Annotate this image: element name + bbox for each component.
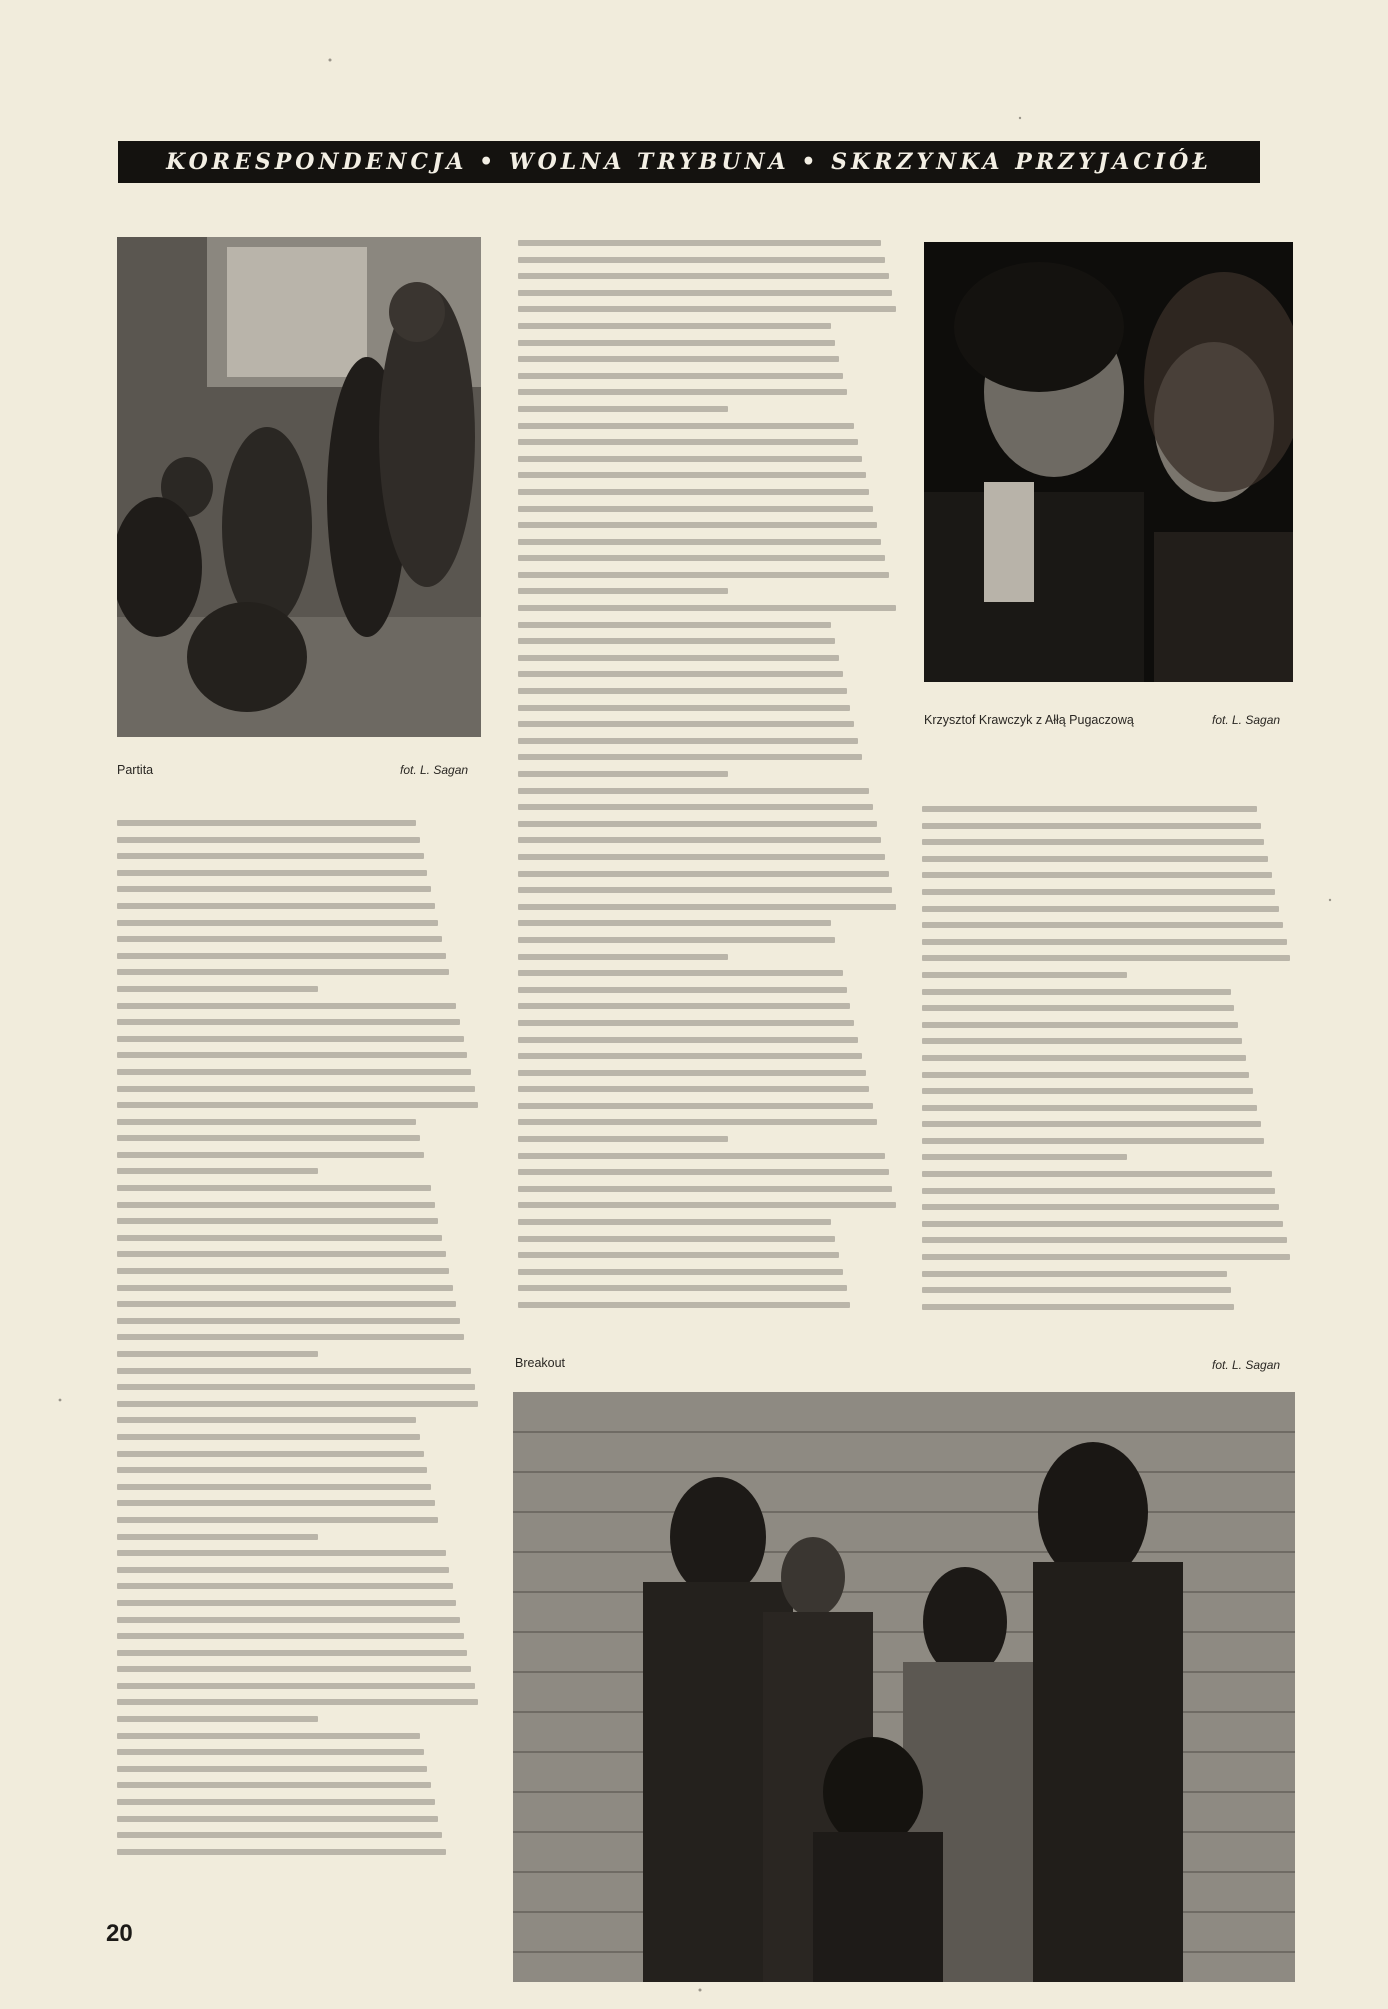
text-line-placeholder — [922, 1038, 1242, 1044]
credit-partita: fot. L. Sagan — [400, 763, 469, 777]
text-line-placeholder — [117, 1617, 460, 1623]
text-line-placeholder — [518, 987, 847, 993]
text-line-placeholder — [922, 1304, 1234, 1310]
text-line-placeholder — [922, 922, 1283, 928]
text-line-placeholder — [518, 821, 877, 827]
text-line-placeholder — [922, 955, 1290, 961]
text-line-placeholder — [518, 240, 881, 246]
text-line-placeholder — [922, 1221, 1283, 1227]
text-line-placeholder — [117, 1119, 416, 1125]
text-line-placeholder — [117, 1368, 471, 1374]
text-line-placeholder — [518, 1020, 854, 1026]
text-line-placeholder — [518, 904, 896, 910]
text-line-placeholder — [922, 1055, 1246, 1061]
text-line-placeholder — [117, 1534, 318, 1540]
text-line-placeholder — [518, 671, 843, 677]
text-line-placeholder — [518, 1153, 885, 1159]
text-line-placeholder — [922, 1088, 1253, 1094]
text-line-placeholder — [117, 1086, 475, 1092]
text-line-placeholder — [117, 1500, 435, 1506]
text-line-placeholder — [117, 1069, 471, 1075]
text-line-placeholder — [518, 1037, 858, 1043]
page-number: 20 — [106, 1920, 133, 1947]
text-line-placeholder — [518, 605, 896, 611]
text-line-placeholder — [117, 1583, 453, 1589]
text-line-placeholder — [117, 1102, 478, 1108]
text-line-placeholder — [117, 969, 449, 975]
text-line-placeholder — [518, 721, 854, 727]
caption-partita: Partita — [117, 763, 154, 777]
text-line-placeholder — [518, 323, 831, 329]
text-line-placeholder — [518, 622, 831, 628]
text-line-placeholder — [117, 1467, 427, 1473]
section-header — [118, 141, 1260, 183]
text-line-placeholder — [922, 1022, 1238, 1028]
text-line-placeholder — [117, 1683, 475, 1689]
text-line-placeholder — [117, 1235, 442, 1241]
text-line-placeholder — [518, 854, 885, 860]
text-line-placeholder — [117, 1733, 420, 1739]
text-line-placeholder — [518, 472, 866, 478]
text-line-placeholder — [518, 1252, 839, 1258]
text-line-placeholder — [117, 1268, 449, 1274]
text-line-placeholder — [922, 1188, 1275, 1194]
text-line-placeholder — [922, 1271, 1227, 1277]
text-line-placeholder — [117, 986, 318, 992]
text-line-placeholder — [922, 906, 1279, 912]
credit-krawczyk-pugaczowa: fot. L. Sagan — [1212, 713, 1281, 727]
text-line-placeholder — [117, 1036, 464, 1042]
text-line-placeholder — [518, 1119, 877, 1125]
text-line-placeholder — [922, 972, 1127, 978]
text-line-placeholder — [117, 936, 442, 942]
text-line-placeholder — [922, 1154, 1127, 1160]
text-line-placeholder — [518, 356, 839, 362]
text-line-placeholder — [117, 886, 431, 892]
text-line-placeholder — [518, 887, 892, 893]
text-line-placeholder — [117, 1550, 446, 1556]
text-line-placeholder — [518, 970, 843, 976]
text-line-placeholder — [117, 1517, 438, 1523]
text-line-placeholder — [922, 806, 1257, 812]
text-line-placeholder — [117, 1301, 456, 1307]
text-line-placeholder — [518, 804, 873, 810]
text-line-placeholder — [117, 837, 420, 843]
text-line-placeholder — [518, 638, 835, 644]
text-line-placeholder — [518, 754, 862, 760]
text-line-placeholder — [518, 273, 889, 279]
text-line-placeholder — [117, 1832, 442, 1838]
text-line-placeholder — [518, 871, 889, 877]
text-line-placeholder — [518, 306, 896, 312]
text-line-placeholder — [117, 1782, 431, 1788]
text-line-placeholder — [518, 406, 728, 412]
text-line-placeholder — [117, 1218, 438, 1224]
text-line-placeholder — [117, 1816, 438, 1822]
text-line-placeholder — [518, 257, 885, 263]
text-line-placeholder — [922, 1072, 1249, 1078]
text-line-placeholder — [518, 489, 869, 495]
text-line-placeholder — [518, 389, 847, 395]
text-line-placeholder — [518, 705, 850, 711]
text-line-placeholder — [518, 1003, 850, 1009]
text-line-placeholder — [117, 1168, 318, 1174]
article-column-2 — [518, 240, 900, 1330]
text-line-placeholder — [922, 989, 1231, 995]
text-line-placeholder — [518, 290, 892, 296]
text-line-placeholder — [518, 572, 889, 578]
text-line-placeholder — [117, 1633, 464, 1639]
text-line-placeholder — [518, 1086, 869, 1092]
text-line-placeholder — [117, 1484, 431, 1490]
text-line-placeholder — [117, 1716, 318, 1722]
text-line-placeholder — [922, 872, 1272, 878]
text-line-placeholder — [922, 1254, 1290, 1260]
text-line-placeholder — [922, 1204, 1279, 1210]
text-line-placeholder — [518, 588, 728, 594]
text-line-placeholder — [117, 1334, 464, 1340]
text-line-placeholder — [117, 903, 435, 909]
text-line-placeholder — [117, 870, 427, 876]
text-line-placeholder — [117, 1202, 435, 1208]
text-line-placeholder — [922, 856, 1268, 862]
text-line-placeholder — [518, 1202, 896, 1208]
photo-krawczyk-pugaczowa — [924, 242, 1293, 682]
text-line-placeholder — [922, 1105, 1257, 1111]
text-line-placeholder — [117, 1799, 435, 1805]
text-line-placeholder — [518, 920, 831, 926]
text-line-placeholder — [518, 539, 881, 545]
text-line-placeholder — [117, 1351, 318, 1357]
text-line-placeholder — [518, 655, 839, 661]
text-line-placeholder — [518, 738, 858, 744]
text-line-placeholder — [518, 1103, 873, 1109]
text-line-placeholder — [117, 1019, 460, 1025]
text-line-placeholder — [117, 1434, 420, 1440]
text-line-placeholder — [922, 823, 1261, 829]
text-line-placeholder — [117, 953, 446, 959]
text-line-placeholder — [518, 788, 869, 794]
text-line-placeholder — [518, 1302, 850, 1308]
text-line-placeholder — [518, 555, 885, 561]
photo-breakout — [513, 1392, 1295, 1982]
text-line-placeholder — [518, 456, 862, 462]
text-line-placeholder — [518, 340, 835, 346]
credit-breakout: fot. L. Sagan — [1212, 1358, 1281, 1372]
text-line-placeholder — [117, 1650, 467, 1656]
text-line-placeholder — [922, 889, 1275, 895]
text-line-placeholder — [518, 1219, 831, 1225]
text-line-placeholder — [117, 1003, 456, 1009]
text-line-placeholder — [922, 939, 1287, 945]
text-line-placeholder — [922, 1005, 1234, 1011]
text-line-placeholder — [518, 1236, 835, 1242]
text-line-placeholder — [518, 688, 847, 694]
text-line-placeholder — [518, 522, 877, 528]
article-column-1 — [117, 820, 482, 1870]
text-line-placeholder — [922, 1287, 1231, 1293]
text-line-placeholder — [117, 853, 424, 859]
text-line-placeholder — [518, 1136, 728, 1142]
text-line-placeholder — [922, 1171, 1272, 1177]
text-line-placeholder — [518, 837, 881, 843]
text-line-placeholder — [117, 1567, 449, 1573]
text-line-placeholder — [117, 1135, 420, 1141]
text-line-placeholder — [518, 439, 858, 445]
text-line-placeholder — [117, 1417, 416, 1423]
text-line-placeholder — [117, 1666, 471, 1672]
text-line-placeholder — [518, 937, 835, 943]
text-line-placeholder — [117, 920, 438, 926]
caption-krawczyk-pugaczowa: Krzysztof Krawczyk z Ałłą Pugaczową — [924, 713, 1134, 727]
text-line-placeholder — [518, 1070, 866, 1076]
text-line-placeholder — [518, 423, 854, 429]
text-line-placeholder — [117, 1251, 446, 1257]
text-line-placeholder — [117, 1699, 478, 1705]
text-line-placeholder — [117, 1185, 431, 1191]
text-line-placeholder — [922, 1237, 1287, 1243]
text-line-placeholder — [117, 1600, 456, 1606]
text-line-placeholder — [117, 820, 416, 826]
photo-partita — [117, 237, 481, 737]
text-line-placeholder — [518, 1053, 862, 1059]
text-line-placeholder — [922, 1138, 1264, 1144]
text-line-placeholder — [518, 1169, 889, 1175]
text-line-placeholder — [922, 1121, 1261, 1127]
text-line-placeholder — [922, 839, 1264, 845]
article-column-3 — [922, 806, 1294, 1326]
text-line-placeholder — [117, 1766, 427, 1772]
text-line-placeholder — [117, 1152, 424, 1158]
text-line-placeholder — [117, 1401, 478, 1407]
text-line-placeholder — [518, 954, 728, 960]
section-header-title: KORESPONDENCJA • WOLNA TRYBUNA • SKRZYNKA PRZYJACIÓŁ — [166, 149, 1212, 175]
text-line-placeholder — [518, 1285, 847, 1291]
text-line-placeholder — [117, 1749, 424, 1755]
text-line-placeholder — [518, 1186, 892, 1192]
text-line-placeholder — [117, 1849, 446, 1855]
text-line-placeholder — [117, 1052, 467, 1058]
text-line-placeholder — [518, 1269, 843, 1275]
text-line-placeholder — [518, 771, 728, 777]
text-line-placeholder — [518, 373, 843, 379]
text-line-placeholder — [117, 1451, 424, 1457]
text-line-placeholder — [117, 1285, 453, 1291]
text-line-placeholder — [117, 1384, 475, 1390]
text-line-placeholder — [518, 506, 873, 512]
caption-breakout: Breakout — [515, 1356, 566, 1370]
text-line-placeholder — [117, 1318, 460, 1324]
